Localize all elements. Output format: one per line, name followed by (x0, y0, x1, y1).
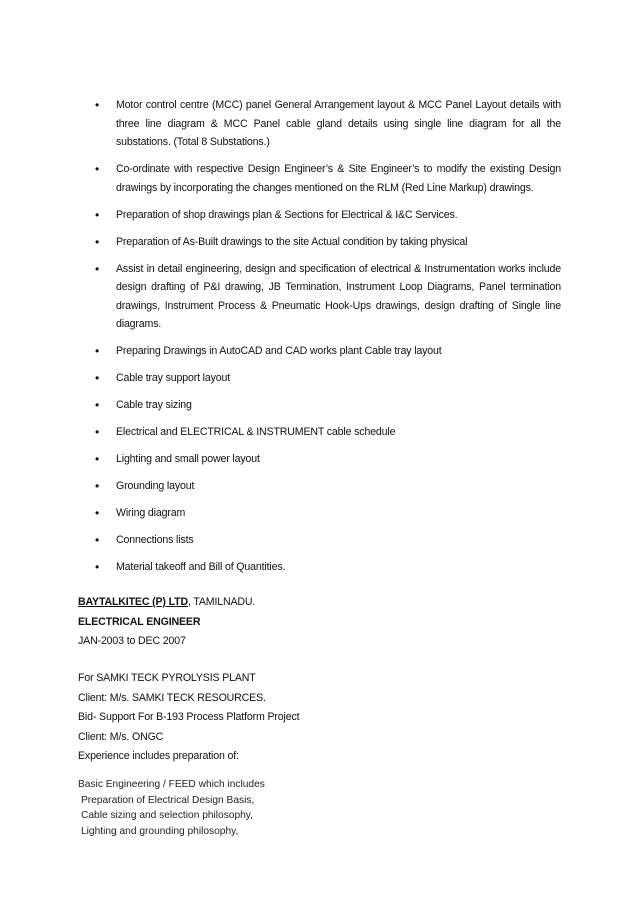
basic-engineering-block (78, 777, 265, 839)
bullet-icon: • (95, 533, 100, 547)
bullet-icon: • (95, 398, 100, 412)
list-item-text: Material takeoff and Bill of Quantities. (116, 561, 286, 573)
list-item-text: Cable tray support layout (116, 372, 231, 384)
list-item-text: Motor control centre (MCC) panel General Arrangement layout & MCC Panel Layout details with three line diagram & MCC Panel cable gland details using single line diagram for all the substations. (Total 8 Substations.) (116, 99, 561, 148)
list-item-text: Preparing Drawings in AutoCAD and CAD works plant Cable tray layout (116, 345, 442, 357)
project-bid: Bid- Support For B-193 Process Platform Project (78, 711, 300, 723)
list-item-text: Preparation of shop drawings plan & Sections for Electrical & I&C Services. (116, 208, 458, 221)
list-item (88, 160, 561, 197)
list-item (88, 504, 561, 523)
bullet-icon: • (95, 207, 100, 222)
bullet-icon: • (95, 162, 100, 176)
bullet-icon: • (95, 371, 100, 385)
basic-engineering-heading: Basic Engineering / FEED which includes (78, 779, 265, 790)
job-role: ELECTRICAL ENGINEER (78, 615, 201, 628)
list-item (88, 369, 561, 388)
employer-block (78, 593, 255, 652)
job-period: JAN-2003 to DEC 2007 (78, 635, 186, 647)
bullet-icon: • (95, 506, 100, 520)
list-item-text: Assist in detail engineering, design and specification of electrical & Instrumentation works include design drafting of P&I drawing, JB Termination, Instrument Loop Diagrams, Panel termination drawings, Instrument Process & Pneumatic Hook-Ups drawings, design drafting of Single line diagrams. (116, 262, 561, 330)
bullet-icon: • (95, 344, 100, 358)
list-item (88, 96, 561, 152)
bullet-icon: • (95, 425, 100, 439)
basic-engineering-item: Cable sizing and selection philosophy, (81, 810, 253, 821)
list-item (88, 423, 561, 442)
list-item-text: Electrical and ELECTRICAL & INSTRUMENT cable schedule (116, 426, 396, 438)
list-item (88, 450, 561, 469)
list-item (88, 477, 561, 496)
list-item-text: Preparation of As-Built drawings to the site Actual condition by taking physical (116, 235, 468, 248)
list-item (88, 342, 561, 361)
bullet-icon: • (95, 98, 100, 112)
list-item (88, 531, 561, 550)
experience-intro: Experience includes preparation of: (78, 750, 239, 762)
list-item (88, 233, 561, 252)
project-client-ongc: Client: M/s. ONGC (78, 730, 164, 743)
list-item (88, 260, 561, 334)
project-client: Client: M/s. SAMKI TECK RESOURCES. (78, 691, 266, 704)
list-item-text: Lighting and small power layout (116, 453, 260, 465)
list-item-text: Grounding layout (116, 480, 195, 492)
list-item-text: Cable tray sizing (116, 399, 192, 411)
list-item-text: Co-ordinate with respective Design Engineer’s & Site Engineer’s to modify the existing Design drawings by incorporating the changes mentioned on the RLM (Red Line Markup) drawings. (116, 163, 561, 194)
list-item (88, 396, 561, 415)
bullet-icon: • (95, 479, 100, 493)
project-plant: For SAMKI TECK PYROLYSIS PLANT (78, 672, 256, 684)
list-item-text: Connections lists (116, 534, 194, 546)
bullet-icon: • (95, 560, 100, 574)
bullet-icon: • (95, 261, 100, 276)
company-name: BAYTALKITEC (P) LTD (78, 596, 188, 608)
basic-engineering-item: Preparation of Electrical Design Basis, (81, 794, 255, 806)
list-item-text: Wiring diagram (116, 507, 186, 519)
basic-engineering-item: Lighting and grounding philosophy, (81, 825, 239, 837)
list-item (88, 206, 561, 225)
bullet-icon: • (95, 452, 100, 466)
project-block (78, 669, 299, 767)
list-item (88, 558, 561, 577)
company-location: , TAMILNADU. (187, 596, 256, 608)
bullet-icon: • (95, 234, 100, 249)
employer-line (78, 593, 255, 613)
responsibilities-list (88, 96, 561, 585)
